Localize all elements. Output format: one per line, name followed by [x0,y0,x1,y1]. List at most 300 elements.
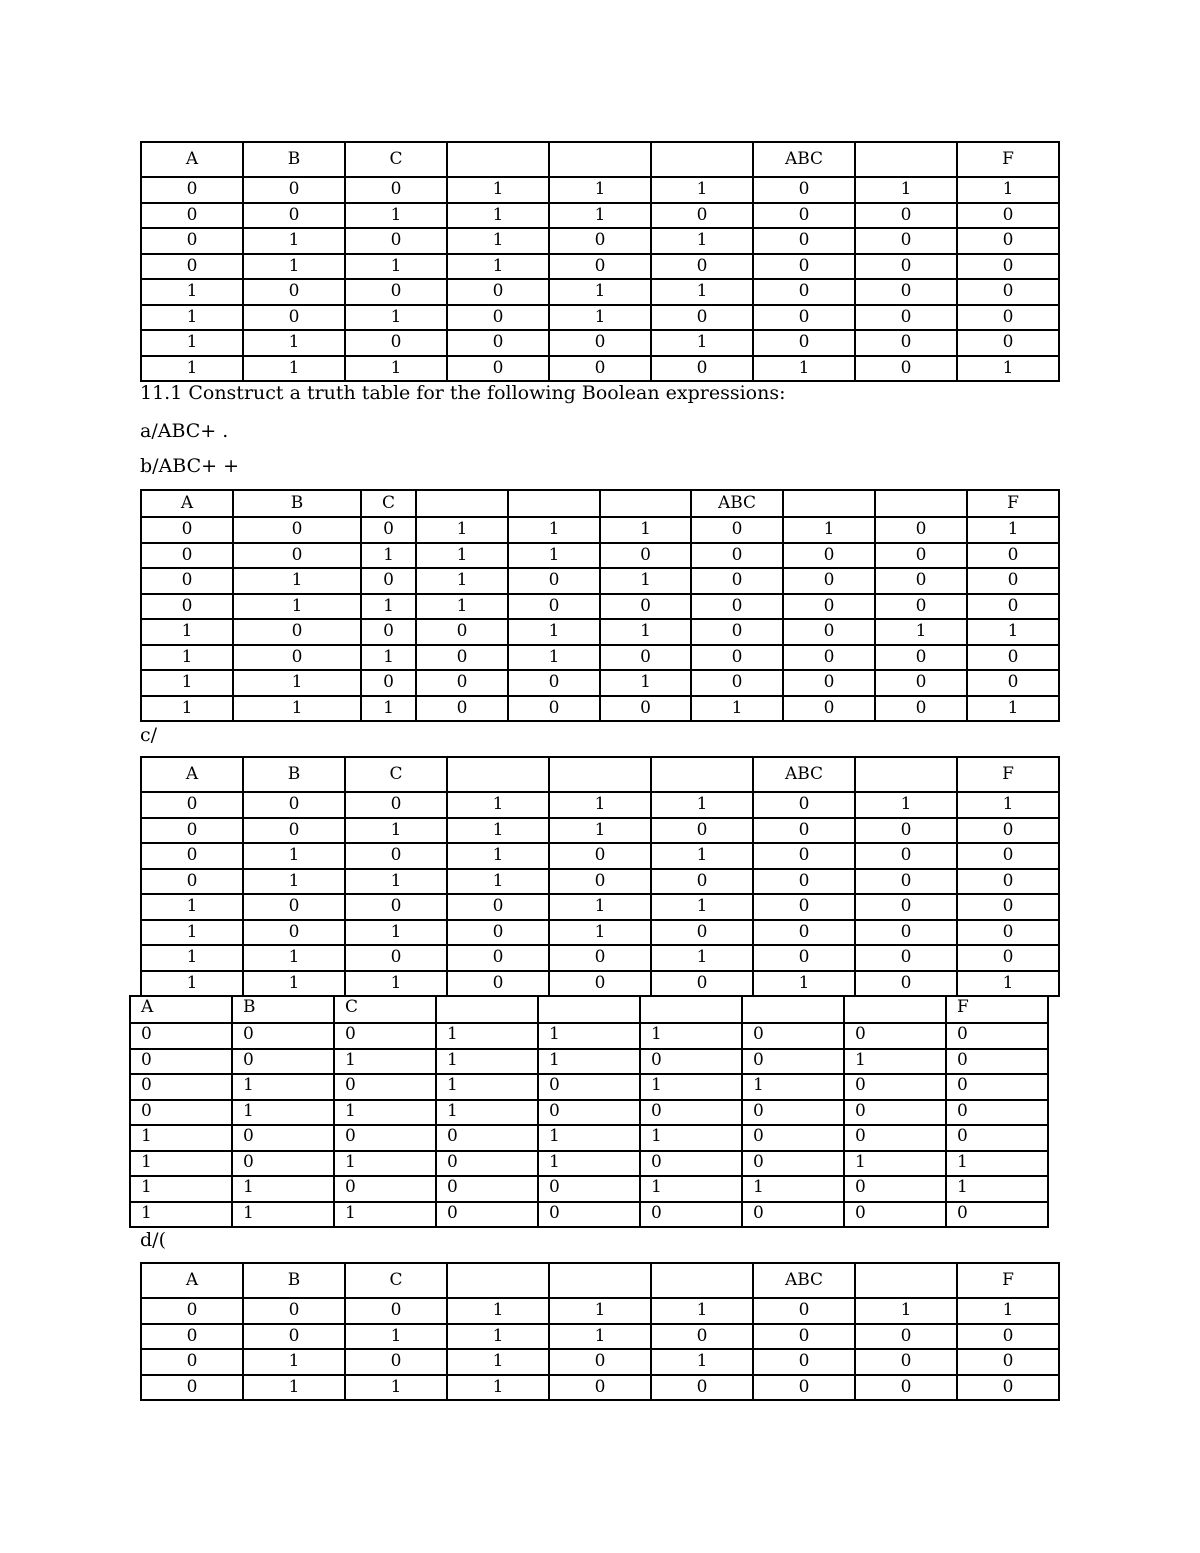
header-row [130,996,1048,1023]
table-cell: 1 [742,1074,844,1100]
table-cell: 1 [855,177,957,203]
header-cell: F [957,757,1059,792]
table-cell: 0 [334,1125,436,1151]
table-cell: 0 [436,1125,538,1151]
table-row [141,792,1059,818]
table-cell: 1 [233,594,361,620]
table-cell: 1 [651,228,753,254]
header-cell: A [141,757,243,792]
table-cell: 0 [855,1324,957,1350]
table-cell: 1 [957,1298,1059,1324]
table-cell: 0 [141,594,233,620]
table-row [141,645,1059,671]
header-cell [447,1263,549,1298]
header-cell [447,757,549,792]
table-cell: 1 [141,645,233,671]
table-cell: 0 [783,696,875,722]
table-cell: 1 [957,356,1059,382]
table-cell: 0 [783,543,875,569]
table-cell: 0 [508,594,600,620]
table-row [130,1074,1048,1100]
truth-table-2 [140,489,1060,722]
table-cell: 0 [141,228,243,254]
table-cell: 0 [130,1074,232,1100]
table-cell: 1 [651,177,753,203]
table-cell: 1 [141,894,243,920]
table-row [141,670,1059,696]
table-cell: 1 [508,619,600,645]
table-cell: 0 [243,279,345,305]
table-cell: 1 [447,203,549,229]
table-cell: 0 [334,1176,436,1202]
header-cell [855,1263,957,1298]
table-cell: 1 [141,945,243,971]
header-cell [651,1263,753,1298]
table-cell: 0 [855,1375,957,1401]
table-cell: 0 [233,619,361,645]
table-cell: 1 [691,696,783,722]
table-cell: 0 [783,568,875,594]
table-cell: 1 [967,696,1059,722]
table-cell: 1 [447,1375,549,1401]
table-cell: 1 [651,279,753,305]
table-row [141,843,1059,869]
table-cell: 1 [233,696,361,722]
table-cell: 0 [141,869,243,895]
table-cell: 1 [651,894,753,920]
header-row [141,757,1059,792]
table-cell: 1 [345,869,447,895]
table-cell: 1 [549,894,651,920]
table-cell: 0 [855,1349,957,1375]
header-cell: C [345,142,447,177]
table-cell: 0 [875,696,967,722]
table-cell: 0 [141,792,243,818]
header-row [141,142,1059,177]
table-cell: 1 [361,594,416,620]
table-cell: 0 [416,645,508,671]
table-cell: 0 [957,1324,1059,1350]
table-cell: 0 [875,543,967,569]
table-cell: 0 [957,818,1059,844]
table-cell: 1 [447,818,549,844]
table-cell: 0 [345,330,447,356]
table-cell: 0 [549,869,651,895]
table-cell: 0 [691,568,783,594]
table-cell: 0 [345,177,447,203]
table-cell: 0 [345,279,447,305]
table-cell: 0 [345,792,447,818]
table-cell: 0 [844,1202,946,1228]
table-cell: 1 [233,568,361,594]
table-cell: 0 [243,1298,345,1324]
table-cell: 0 [651,971,753,997]
table-cell: 0 [651,203,753,229]
table-cell: 0 [967,568,1059,594]
table-cell: 1 [651,1349,753,1375]
table-cell: 0 [844,1023,946,1049]
header-cell [549,142,651,177]
table-cell: 1 [232,1176,334,1202]
table-cell: 0 [243,920,345,946]
table-cell: 0 [753,228,855,254]
table-cell: 0 [753,305,855,331]
table-cell: 1 [855,1298,957,1324]
table-cell: 0 [957,920,1059,946]
table-cell: 1 [447,1349,549,1375]
table-cell: 1 [334,1049,436,1075]
table-cell: 1 [334,1151,436,1177]
table-cell: 0 [753,330,855,356]
table-cell: 0 [447,330,549,356]
table-cell: 0 [141,543,233,569]
table-cell: 1 [141,330,243,356]
table-cell: 1 [508,645,600,671]
table-cell: 0 [538,1202,640,1228]
table-cell: 1 [345,1375,447,1401]
header-cell [447,142,549,177]
table-cell: 1 [243,843,345,869]
table-cell: 0 [946,1125,1048,1151]
table-cell: 1 [130,1176,232,1202]
table-cell: 0 [875,517,967,543]
table-cell: 1 [844,1049,946,1075]
table-cell: 1 [538,1125,640,1151]
table-cell: 1 [549,177,651,203]
table-cell: 0 [232,1049,334,1075]
table-cell: 1 [967,619,1059,645]
table-cell: 0 [967,543,1059,569]
table-cell: 0 [600,543,691,569]
table-cell: 0 [742,1049,844,1075]
table-cell: 1 [875,619,967,645]
table-cell: 0 [855,356,957,382]
table-cell: 0 [855,279,957,305]
header-cell [875,490,967,517]
table-cell: 0 [742,1151,844,1177]
table-cell: 1 [640,1074,742,1100]
table-cell: 0 [753,1349,855,1375]
table-cell: 0 [753,1324,855,1350]
table-cell: 0 [753,203,855,229]
part-b-label: b/ABC+ + [140,455,240,477]
table-cell: 0 [141,203,243,229]
table-cell: 1 [416,594,508,620]
table-cell: 0 [447,945,549,971]
table-cell: 0 [549,971,651,997]
table-row [141,517,1059,543]
table-cell: 1 [345,254,447,280]
table-cell: 1 [549,792,651,818]
table-cell: 1 [753,971,855,997]
table-cell: 0 [345,843,447,869]
table-cell: 0 [753,177,855,203]
table-cell: 0 [957,330,1059,356]
table-cell: 0 [753,279,855,305]
table-cell: 0 [334,1074,436,1100]
table-cell: 0 [855,203,957,229]
table-cell: 1 [447,228,549,254]
table-cell: 1 [967,517,1059,543]
header-cell: C [345,757,447,792]
header-cell [855,142,957,177]
header-cell: F [957,142,1059,177]
table-cell: 0 [549,1375,651,1401]
table-cell: 0 [436,1151,538,1177]
table-cell: 1 [243,330,345,356]
table-cell: 1 [946,1151,1048,1177]
header-cell: A [141,142,243,177]
table-cell: 0 [141,568,233,594]
table-cell: 1 [141,971,243,997]
table-cell: 1 [334,1202,436,1228]
table-row [141,619,1059,645]
table-cell: 0 [141,1375,243,1401]
table-row [130,1176,1048,1202]
table-cell: 0 [967,645,1059,671]
table-row [141,279,1059,305]
table-cell: 0 [691,543,783,569]
table-cell: 1 [447,869,549,895]
table-cell: 1 [447,792,549,818]
table-cell: 0 [753,920,855,946]
table-cell: 0 [957,894,1059,920]
table-cell: 0 [549,330,651,356]
table-cell: 1 [549,279,651,305]
header-cell [844,996,946,1023]
table-cell: 0 [651,920,753,946]
table-row [141,568,1059,594]
table-cell: 1 [243,869,345,895]
table-cell: 0 [691,670,783,696]
table-cell: 0 [742,1125,844,1151]
table-cell: 1 [600,568,691,594]
header-cell: ABC [753,142,855,177]
table-cell: 0 [957,305,1059,331]
header-cell: C [334,996,436,1023]
table-cell: 0 [345,894,447,920]
exercise-heading: 11.1 Construct a truth table for the following Boolean expressions: [140,382,786,404]
table-cell: 1 [651,945,753,971]
table-cell: 0 [957,254,1059,280]
table-cell: 1 [549,1324,651,1350]
table-cell: 0 [753,792,855,818]
table-cell: 0 [946,1202,1048,1228]
table-cell: 1 [651,843,753,869]
table-cell: 0 [508,696,600,722]
part-d-label: d/( [140,1229,166,1251]
table-cell: 1 [549,203,651,229]
table-cell: 0 [691,619,783,645]
table-row [141,594,1059,620]
table-cell: 0 [600,594,691,620]
table-cell: 1 [243,1349,345,1375]
table-cell: 0 [243,1324,345,1350]
table-cell: 1 [447,843,549,869]
table-cell: 0 [345,945,447,971]
table-cell: 0 [233,543,361,569]
header-cell: B [243,142,345,177]
table-cell: 1 [600,619,691,645]
table-row [141,818,1059,844]
table-cell: 0 [783,594,875,620]
table-cell: 1 [549,920,651,946]
table-cell: 1 [844,1151,946,1177]
table-cell: 0 [141,254,243,280]
table-cell: 1 [243,971,345,997]
table-cell: 1 [243,228,345,254]
table-cell: 0 [742,1202,844,1228]
header-cell [783,490,875,517]
table-row [141,945,1059,971]
table-cell: 0 [691,517,783,543]
table-cell: 0 [783,619,875,645]
header-cell [508,490,600,517]
header-row [141,1263,1059,1298]
header-cell [600,490,691,517]
header-cell: F [957,1263,1059,1298]
table-cell: 1 [538,1023,640,1049]
table-cell: 0 [345,1349,447,1375]
table-cell: 0 [130,1100,232,1126]
table-cell: 0 [361,619,416,645]
table-cell: 0 [855,920,957,946]
header-cell [640,996,742,1023]
table-cell: 0 [416,696,508,722]
table-cell: 0 [538,1176,640,1202]
header-cell: ABC [691,490,783,517]
header-cell: F [946,996,1048,1023]
table-row [130,1100,1048,1126]
table-cell: 0 [753,843,855,869]
table-cell: 0 [549,356,651,382]
table-cell: 1 [345,818,447,844]
table-cell: 0 [549,254,651,280]
table-cell: 0 [844,1125,946,1151]
table-cell: 1 [508,517,600,543]
table-cell: 0 [508,670,600,696]
table-cell: 0 [130,1049,232,1075]
table-cell: 0 [691,645,783,671]
table-row [130,1202,1048,1228]
table-cell: 1 [345,305,447,331]
table-cell: 0 [640,1100,742,1126]
table-cell: 0 [753,254,855,280]
table-cell: 0 [651,305,753,331]
header-cell: B [243,757,345,792]
table-cell: 1 [549,1298,651,1324]
table-cell: 0 [967,670,1059,696]
table-row [141,254,1059,280]
table-cell: 0 [334,1023,436,1049]
header-cell: C [361,490,416,517]
table-cell: 1 [232,1074,334,1100]
table-row [141,971,1059,997]
table-cell: 0 [844,1100,946,1126]
table-cell: 1 [361,543,416,569]
table-cell: 0 [549,945,651,971]
table-cell: 0 [875,645,967,671]
table-cell: 1 [640,1176,742,1202]
table-cell: 1 [141,279,243,305]
table-cell: 0 [640,1151,742,1177]
header-row [141,490,1059,517]
table-row [141,203,1059,229]
table-cell: 1 [436,1074,538,1100]
table-cell: 0 [651,818,753,844]
table-cell: 0 [447,356,549,382]
table-cell: 1 [651,1298,753,1324]
table-cell: 1 [361,696,416,722]
header-cell: C [345,1263,447,1298]
table-cell: 1 [345,971,447,997]
table-cell: 1 [345,1324,447,1350]
table-row [141,869,1059,895]
table-row [130,1023,1048,1049]
table-cell: 0 [855,818,957,844]
table-cell: 0 [232,1151,334,1177]
table-cell: 1 [447,254,549,280]
header-cell [549,757,651,792]
table-cell: 0 [141,177,243,203]
table-cell: 1 [141,619,233,645]
header-cell [416,490,508,517]
table-cell: 1 [130,1202,232,1228]
table-cell: 0 [753,1298,855,1324]
part-c-label: c/ [140,724,158,746]
table-cell: 0 [946,1023,1048,1049]
table-cell: 0 [691,594,783,620]
table-cell: 0 [957,279,1059,305]
table-cell: 0 [141,1298,243,1324]
table-cell: 0 [855,869,957,895]
table-cell: 0 [957,1349,1059,1375]
table-cell: 0 [855,305,957,331]
table-cell: 0 [855,971,957,997]
table-cell: 1 [243,1375,345,1401]
table-row [141,1375,1059,1401]
table-row [141,1298,1059,1324]
truth-table-5 [140,1262,1060,1401]
table-cell: 1 [447,1324,549,1350]
table-row [141,356,1059,382]
table-cell: 1 [232,1202,334,1228]
table-cell: 1 [436,1023,538,1049]
table-cell: 0 [855,843,957,869]
table-cell: 0 [783,645,875,671]
table-cell: 1 [538,1049,640,1075]
table-cell: 0 [130,1023,232,1049]
table-row [141,543,1059,569]
table-cell: 0 [447,894,549,920]
table-cell: 0 [844,1074,946,1100]
table-cell: 1 [416,543,508,569]
table-cell: 0 [232,1125,334,1151]
table-cell: 1 [957,792,1059,818]
table-cell: 1 [141,696,233,722]
table-cell: 0 [957,203,1059,229]
table-cell: 1 [957,971,1059,997]
table-row [141,228,1059,254]
table-cell: 0 [243,177,345,203]
table-cell: 0 [243,894,345,920]
table-cell: 0 [946,1074,1048,1100]
table-cell: 0 [538,1074,640,1100]
table-cell: 1 [130,1125,232,1151]
table-cell: 0 [141,517,233,543]
table-cell: 0 [141,1324,243,1350]
table-cell: 0 [855,330,957,356]
